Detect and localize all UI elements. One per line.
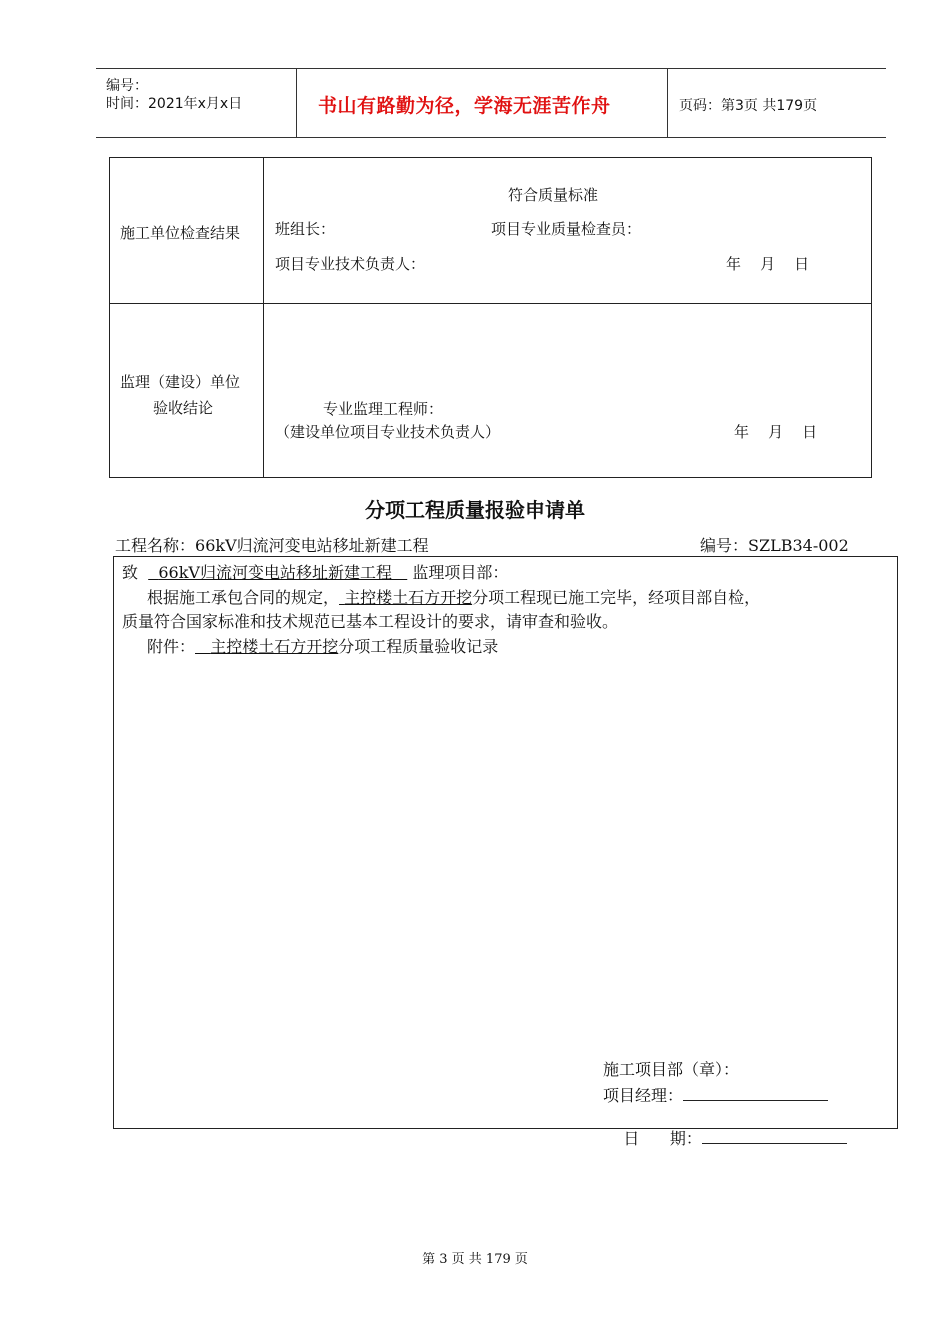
tech-lead-label: 项目专业技术负责人： bbox=[275, 255, 426, 273]
sign-department: 施工项目部（章）： bbox=[603, 1060, 740, 1079]
page-header bbox=[96, 68, 886, 138]
supervisor-date: 年 月 日 bbox=[734, 423, 818, 441]
table-divider bbox=[263, 158, 264, 477]
attachment-suffix: 分项工程质量验收记录 bbox=[338, 637, 499, 656]
project-name: 66kV归流河变电站移址新建工程 bbox=[195, 536, 429, 555]
code-label: 编号： bbox=[700, 536, 749, 555]
page-footer: 第 3 页 共 179 页 bbox=[422, 1252, 528, 1267]
header-number-label: 编号： bbox=[106, 78, 148, 94]
attachment-item: 主控楼土石方开挖 bbox=[210, 637, 339, 656]
contractor-date: 年 月 日 bbox=[726, 255, 810, 273]
header-motto: 书山有路勤为径，学海无涯苦作舟 bbox=[318, 95, 611, 117]
to-suffix: 监理项目部： bbox=[412, 563, 509, 582]
quality-standard-text: 符合质量标准 bbox=[508, 186, 599, 204]
supervisor-label-line1: 监理（建设）单位 bbox=[120, 373, 241, 391]
sign-date-line bbox=[603, 1107, 847, 1168]
header-divider bbox=[667, 69, 668, 137]
supervising-engineer-label: 专业监理工程师： bbox=[323, 400, 444, 418]
header-time-label: 时间：2021年x月x日 bbox=[106, 96, 243, 112]
application-box bbox=[113, 556, 898, 1148]
sign-manager-line bbox=[603, 1083, 828, 1106]
to-prefix: 致 bbox=[122, 563, 139, 582]
project-label: 工程名称： bbox=[115, 536, 196, 555]
body-line-2: 质量符合国家标准和技术规范已基本工程设计的要求，请审查和验收。 bbox=[122, 612, 619, 631]
attachment-line bbox=[147, 634, 498, 657]
code-line bbox=[700, 533, 849, 556]
manager-signature-blank[interactable] bbox=[683, 1086, 828, 1101]
table-divider bbox=[110, 303, 871, 304]
supervisor-label-line2: 验收结论 bbox=[153, 399, 214, 417]
body-line-1: 根据施工承包合同的规定， 主控楼土石方开挖分项工程现已施工完毕，经项目部自检， bbox=[147, 588, 761, 607]
quality-inspector-label: 项目专业质量检查员： bbox=[491, 220, 642, 238]
owner-tech-lead-label: （建设单位项目专业技术负责人） bbox=[275, 423, 501, 441]
recipient-line bbox=[122, 560, 508, 583]
attachment-prefix: 附件： bbox=[147, 637, 196, 656]
inspection-table bbox=[109, 157, 872, 478]
sign-date-label: 日 期： bbox=[623, 1129, 702, 1148]
sub-item-name: 主控楼土石方开挖 bbox=[344, 588, 473, 607]
contractor-result-label: 施工单位检查结果 bbox=[120, 224, 241, 242]
form-title: 分项工程质量报验申请单 bbox=[365, 498, 585, 522]
team-leader-label: 班组长： bbox=[275, 220, 336, 238]
date-blank[interactable] bbox=[702, 1129, 847, 1144]
header-divider bbox=[296, 69, 297, 137]
project-name-line bbox=[115, 533, 429, 556]
sign-manager-label: 项目经理： bbox=[603, 1086, 684, 1105]
code-value: SZLB34-002 bbox=[748, 536, 849, 555]
header-page-label: 页码：第3页 共179页 bbox=[679, 98, 818, 114]
recipient-project: 66kV归流河变电站移址新建工程 bbox=[158, 563, 392, 582]
